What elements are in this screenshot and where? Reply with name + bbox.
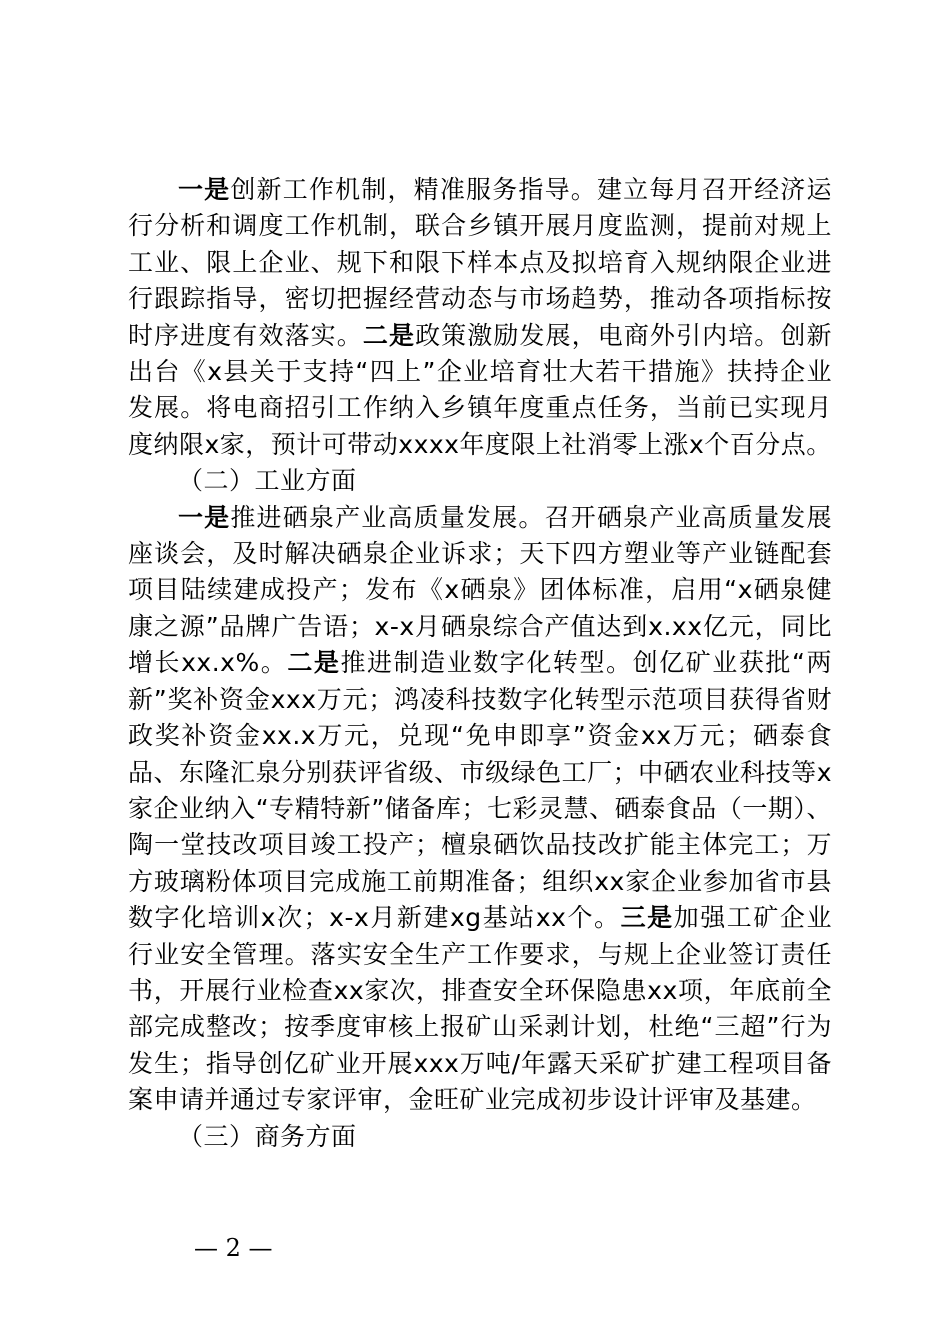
- paragraph-text: 推进制造业数字化转型。创亿矿业获批“两新”奖补资金xxx万元；鸿凌科技数字化转型示范项目获得省财政奖补资金xx.x万元，兑现“免申即享”资金xx万元；硒泰食品、东隆汇泉分别获评省级、市级绿色工厂；中硒农业科技等x家企业纳入“专精特新”储备库；七彩灵慧、硒泰食品（一期）、陶一堂技改项目竣工投产；檀泉硒饮品技改扩能主体完工；万方玻璃粉体项目完成施工前期准备；组织xx家企业参加省市县数字化培训x次；x-x月新建xg基站xx个。: [128, 648, 832, 933]
- paragraph-text: 推进硒泉产业高质量发展。召开硒泉产业高质量发展座谈会，及时解决硒泉企业诉求；天下四方塑业等产业链配套项目陆续建成投产；发布《x硒泉》团体标准，启用“x硒泉健康之源”品牌广告语；x-x月硒泉综合产值达到x.xx亿元，同比增长xx.x%。: [128, 502, 832, 678]
- document-body: [128, 172, 832, 1155]
- section-heading-industry: （二）工业方面: [178, 466, 357, 496]
- paragraph-mechanism: [128, 172, 832, 463]
- paragraph-text: 政策激励发展，电商外引内培。创新出台《x县关于支持“四上”企业培育壮大若干措施》扶持企业发展。将电商招引工作纳入乡镇年度重点任务，当前已实现月度纳限x家，预计可带动xxxx年度限上社消零上涨x个百分点。: [128, 320, 832, 459]
- section-heading-commerce: （三）商务方面: [178, 1121, 357, 1151]
- page-number: — 2 —: [194, 1234, 273, 1262]
- bold-lead: 一是: [178, 175, 231, 204]
- bold-lead: 一是: [178, 502, 231, 532]
- bold-lead: 三是: [620, 903, 674, 933]
- bold-lead: 二是: [287, 648, 341, 678]
- bold-lead: 二是: [362, 320, 416, 350]
- paragraph-industry: [128, 500, 832, 1119]
- paragraph-text: 创新工作机制，精准服务指导。建立每月召开经济运行分析和调度工作机制，联合乡镇开展月度监测，提前对规上工业、限上企业、规下和限下样本点及拟培育入规纳限企业进行跟踪指导，密切把握经营动态与市场趋势，推动各项指标按时序进度有效落实。: [128, 175, 832, 350]
- paragraph-text: 加强工矿企业行业安全管理。落实安全生产工作要求，与规上企业签订责任书，开展行业检查xx家次，排查安全环保隐患xx项，年底前全部完成整改；按季度审核上报矿山采剥计划，杜绝“三超”行为发生；指导创亿矿业开展xxx万吨/年露天采矿扩建工程项目备案申请并通过专家评审，金旺矿业完成初步设计评审及基建。: [128, 903, 832, 1115]
